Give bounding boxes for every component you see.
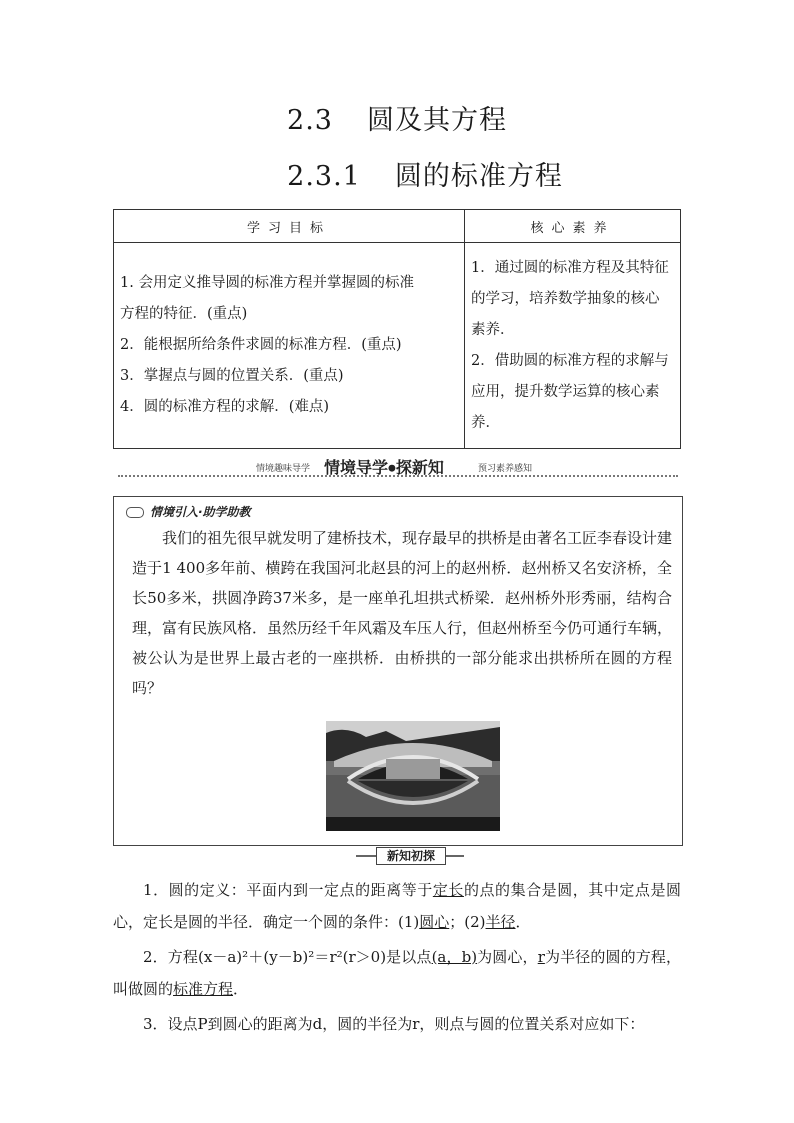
subsection-number: 2.3.1 xyxy=(287,161,361,192)
banner-title-part1: 情境导学 xyxy=(324,458,389,477)
p2-answer-3: 标准方程 xyxy=(173,980,234,998)
literacy-line: 养． xyxy=(471,414,500,431)
intro-paragraph: 我们的祖先很早就发明了建桥技术，现存最早的拱桥是由著名工匠李春设计建造于1 400多年前、横跨在我国河北赵县的河上的赵州桥．赵州桥又名安济桥，全长50多米，拱圆净跨37米多，是一座单孔坦拱式桥梁．赵州桥外形秀丽，结构合理，富有民族风格．虽然历经千年风霜及车压人行，但赵州桥至今仍可通行车辆，被公认为是世界上最古老的一座拱桥．由桥拱的一部分能求出拱桥所在圆的方程吗？ xyxy=(132,529,673,697)
section-title-text: 圆及其方程 xyxy=(366,105,507,136)
position-paragraph: 3．设点P到圆心的距离为d，圆的半径为r，则点与圆的位置关系对应如下： xyxy=(143,1015,645,1033)
p2-answer-2: r xyxy=(537,948,545,966)
banner-left-label: 情境趣味导学 xyxy=(256,464,311,474)
literacy-line: 应用，提升数学运算的核心素 xyxy=(471,383,660,400)
intro-title xyxy=(126,503,251,520)
section-title xyxy=(0,98,794,137)
definition-paragraph xyxy=(113,874,681,938)
p2-text-c: 为半径的圆的方程，叫做圆的 xyxy=(113,948,681,998)
p2-answer-1: (a，b) xyxy=(431,948,478,966)
banner-right-label: 预习素养感知 xyxy=(478,464,533,474)
literacy-header: 核心素养 xyxy=(465,210,681,243)
p1-text-d: ． xyxy=(515,913,531,931)
new-knowledge-tag xyxy=(356,847,464,865)
banner-title-part2: 探新知 xyxy=(395,458,444,477)
goal-line: 4．圆的标准方程的求解．(难点) xyxy=(120,399,330,415)
goals-table xyxy=(113,209,681,449)
intro-text xyxy=(132,523,672,703)
literacy-cell xyxy=(465,243,681,449)
subsection-title-text: 圆的标准方程 xyxy=(394,161,563,192)
literacy-line: 的学习，培养数学抽象的核心 xyxy=(471,290,660,307)
banner-title xyxy=(324,455,444,478)
banner-dot-icon: ● xyxy=(388,463,396,474)
literacy-line: 2．借助圆的标准方程的求解与 xyxy=(471,352,669,369)
p1-text-b: 的点的集合是圆，其中定点是圆心，定长是圆的半径．确定一个圆的条件：(1) xyxy=(113,881,681,931)
goal-line: 方程的特征．(重点) xyxy=(120,306,248,322)
p1-answer-2: 圆心 xyxy=(419,913,450,931)
p2-text-d: ． xyxy=(233,980,249,998)
intro-title-text: 情境引入·助学助教 xyxy=(150,505,251,519)
tag-label: 新知初探 xyxy=(376,847,446,865)
lightbulb-icon xyxy=(126,507,144,518)
p1-answer-3: 半径 xyxy=(485,913,516,931)
goals-cell xyxy=(114,243,465,449)
intro-box xyxy=(113,496,683,846)
subsection-title xyxy=(0,154,794,193)
section-banner xyxy=(118,455,678,477)
p2-text-b: 为圆心， xyxy=(477,948,538,966)
goal-line: 1. 会用定义推导圆的标准方程并掌握圆的标准 xyxy=(120,275,414,291)
knowledge-body xyxy=(113,874,681,1043)
p1-text-c: ；(2) xyxy=(449,913,486,931)
p2-text-a: 2．方程(x－a)²＋(y－b)²＝r²(r＞0)是以点 xyxy=(143,948,432,966)
literacy-line: 素养． xyxy=(471,321,515,338)
literacy-line: 1．通过圆的标准方程及其特征 xyxy=(471,259,669,276)
zhaozhou-bridge-photo xyxy=(326,721,500,831)
goal-line: 2．能根据所给条件求圆的标准方程．(重点) xyxy=(120,337,402,353)
p1-answer-1: 定长 xyxy=(432,881,464,899)
equation-paragraph xyxy=(113,941,681,1005)
p1-text-a: 1．圆的定义：平面内到一定点的距离等于 xyxy=(143,881,433,899)
goal-line: 3．掌握点与圆的位置关系．(重点) xyxy=(120,368,344,384)
goals-header: 学习目标 xyxy=(114,210,465,243)
section-number: 2.3 xyxy=(287,105,333,136)
